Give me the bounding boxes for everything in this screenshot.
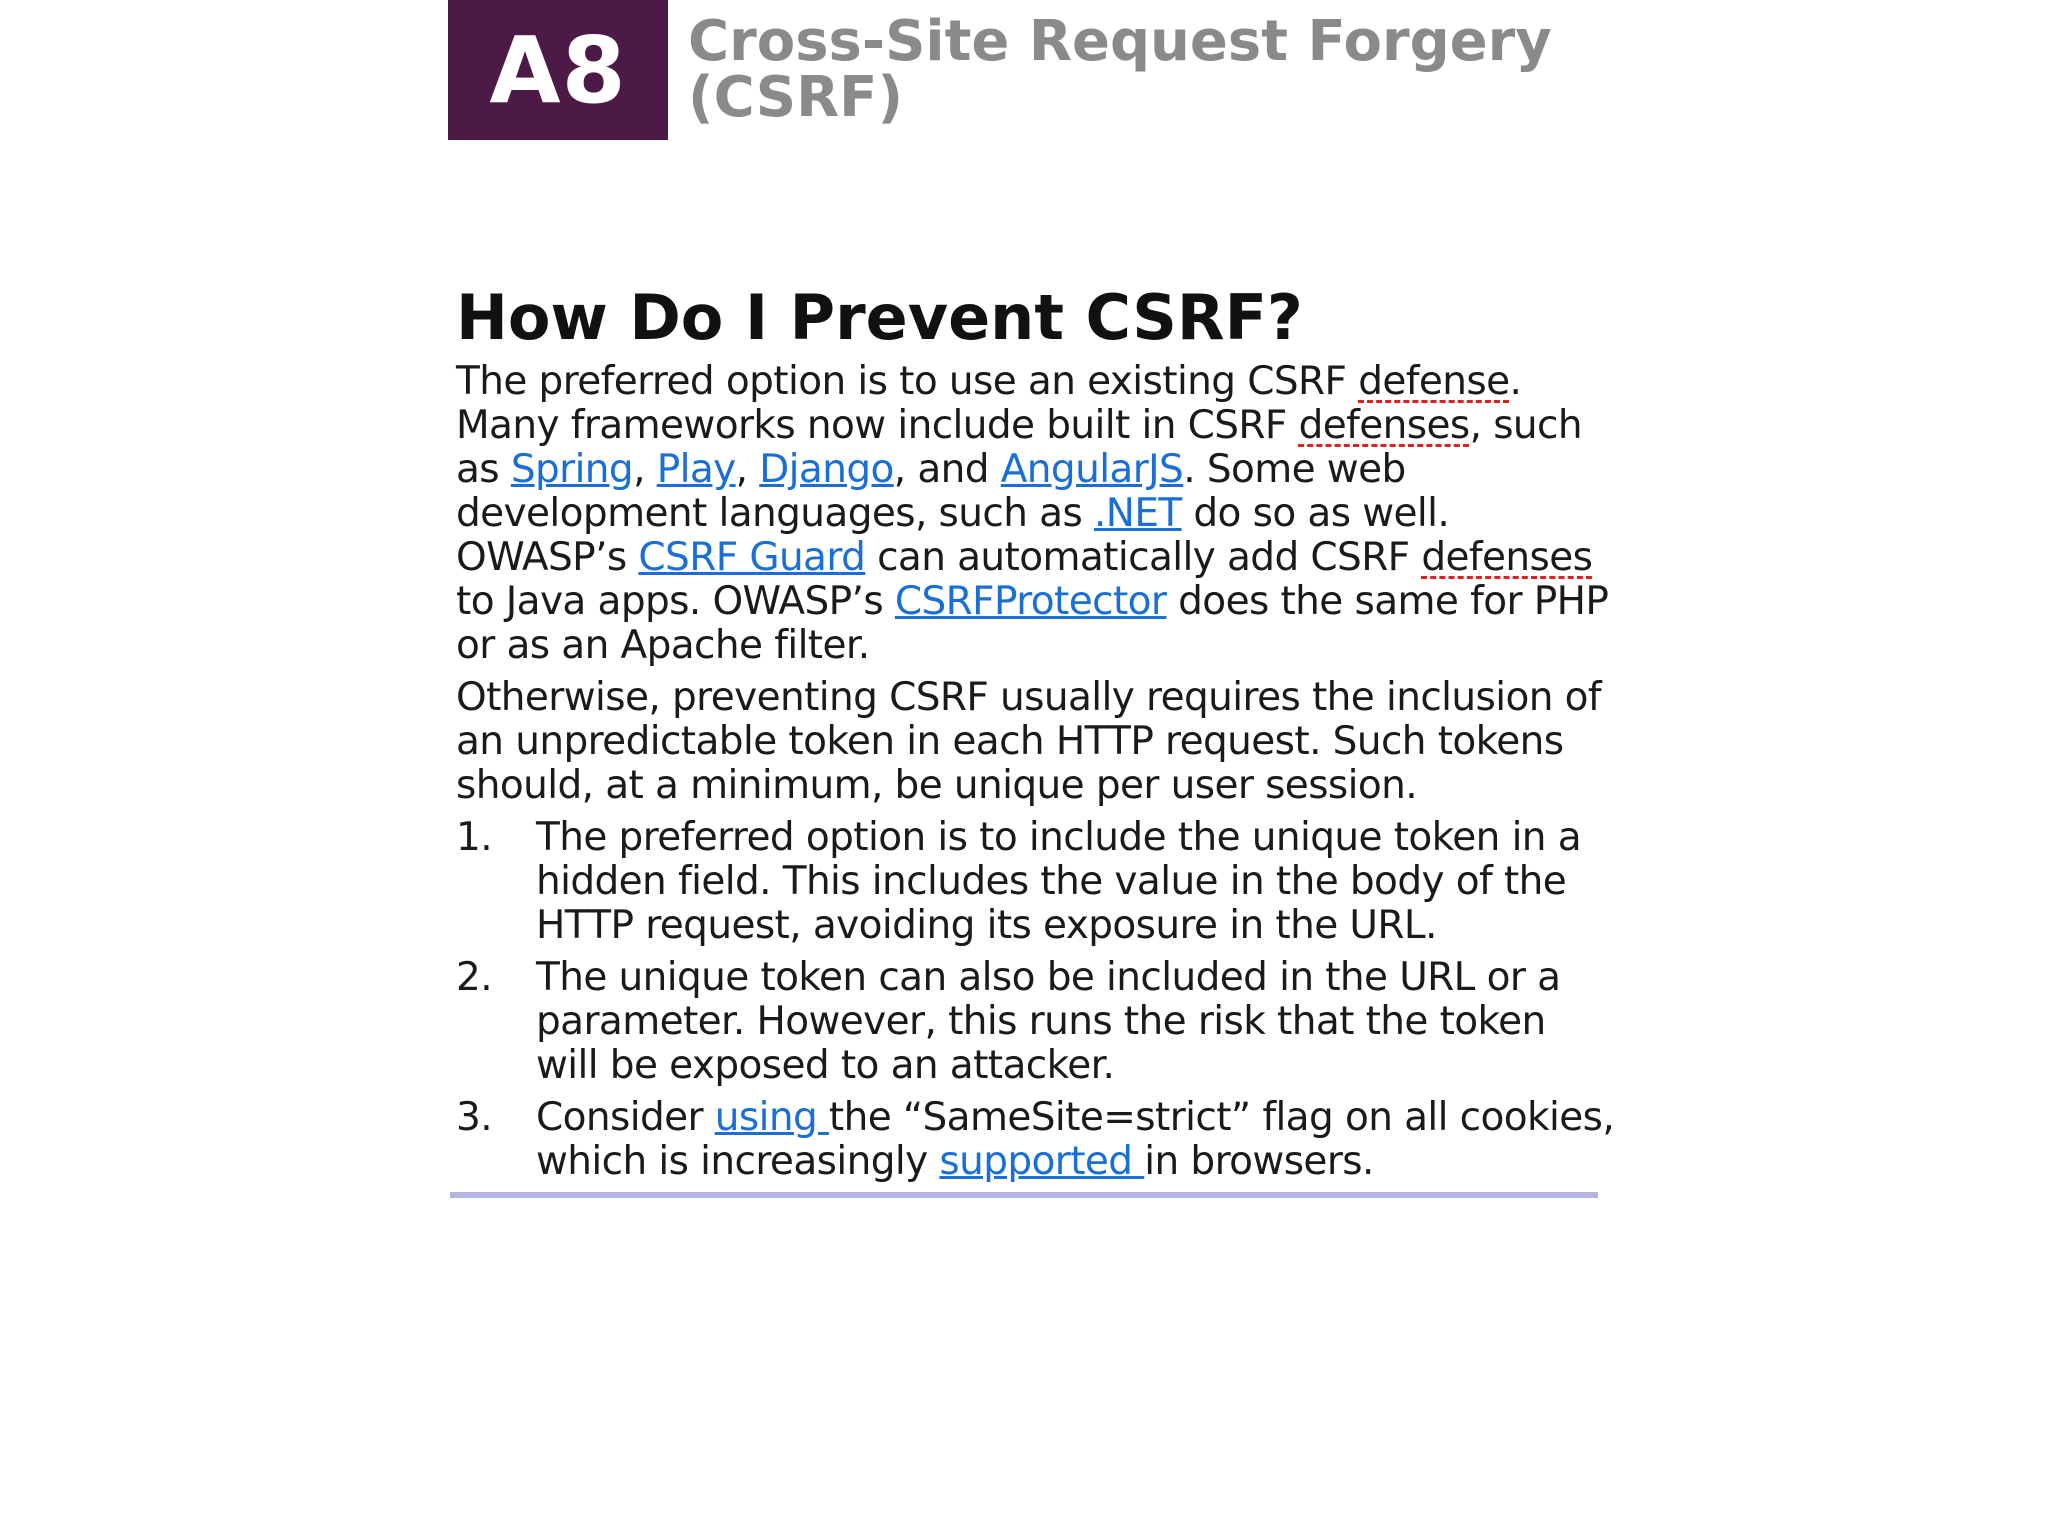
slide-title <box>688 9 1552 130</box>
link-using[interactable]: using <box>714 1095 829 1140</box>
misspelled-word: defense <box>1358 359 1510 404</box>
list-number: 1. <box>456 815 493 860</box>
section-badge <box>448 0 668 140</box>
link-csrfprotector[interactable]: CSRFProtector <box>894 579 1167 624</box>
prevention-steps <box>456 816 1616 1184</box>
text-run: can automatically add CSRF <box>865 535 1422 580</box>
link-django[interactable]: Django <box>759 447 894 492</box>
misspelled-word: defenses <box>1298 403 1470 448</box>
link-supported[interactable]: supported <box>939 1139 1145 1184</box>
text-run: , such as <box>456 403 1582 492</box>
list-text: The preferred option is to include the unique token in a hidden field. This includes the value in the body of the HTTP request, avoiding its exposure in the URL. <box>536 815 1582 948</box>
list-text: The unique token can also be included in the URL or a parameter. However, this runs the risk that the token will be exposed to an attacker. <box>536 955 1561 1088</box>
badge-label: A8 <box>489 16 627 124</box>
list-text <box>536 1095 1614 1184</box>
text-run: , and <box>893 447 1001 492</box>
link-csrf-guard[interactable]: CSRF Guard <box>638 535 866 580</box>
list-number: 3. <box>456 1095 493 1140</box>
link-play[interactable]: Play <box>656 447 736 492</box>
text-run: do so as well. OWASP’s <box>456 491 1450 580</box>
list-item <box>456 1096 1616 1184</box>
list-item <box>456 816 1616 948</box>
highlight-line <box>450 1192 1598 1198</box>
text-run: Consider <box>536 1095 715 1140</box>
paragraph-token: Otherwise, preventing CSRF usually requires the inclusion of an unpredictable token in each HTTP request. Such tokens should, at a minimum, be unique per user session. <box>456 675 1602 808</box>
text-run: does the same for PHP or as an Apache filter. <box>456 579 1609 668</box>
text-run: , <box>735 447 760 492</box>
text-run: the “SameSite=strict” flag on all cookies, which is increasingly <box>536 1095 1615 1184</box>
text-run: in browsers. <box>1144 1139 1374 1184</box>
misspelled-word: defenses <box>1421 535 1593 580</box>
document-body <box>456 282 1616 1192</box>
list-item <box>456 956 1616 1088</box>
list-number: 2. <box>456 955 493 1000</box>
text-run: , <box>633 447 657 492</box>
paragraph-frameworks <box>456 360 1616 668</box>
section-heading: How Do I Prevent CSRF? <box>456 281 1303 354</box>
title-line-2: (CSRF) <box>688 65 904 130</box>
text-run: . Many frameworks now include built in CSRF <box>456 359 1522 448</box>
link-spring[interactable]: Spring <box>510 447 634 492</box>
link-dotnet[interactable]: .NET <box>1093 491 1182 536</box>
text-run: to Java apps. OWASP’s <box>456 579 895 624</box>
title-line-1: Cross-Site Request Forgery <box>688 9 1552 74</box>
text-run: The preferred option is to use an existing CSRF <box>456 359 1359 404</box>
link-angularjs[interactable]: AngularJS <box>1000 447 1184 492</box>
text-run: . Some web development languages, such as <box>456 447 1406 536</box>
